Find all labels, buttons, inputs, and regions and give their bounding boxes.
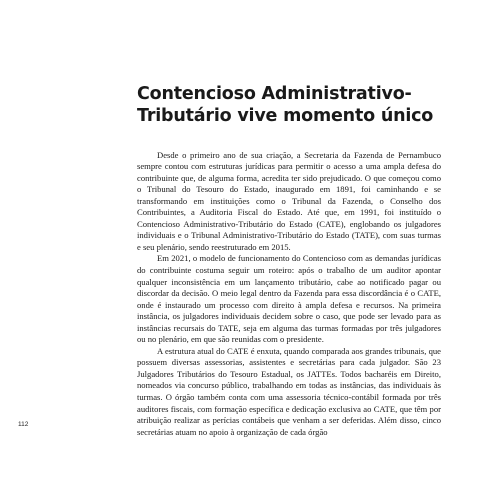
page-number: 112 [18,421,29,428]
article-title: Contencioso Administrativo-Tributário vive momento único [137,84,434,126]
article-body [137,150,441,439]
body-paragraph: Em 2021, o modelo de funcionamento do Contencioso com as demandas jurídicas do contribuinte costuma seguir um roteiro: após o trabalho de um auditor apontar qualquer inconsistência em um lançamento tributário, cabe ao notificado pagar ou discordar da decisão. O meio legal dentro da Fazenda para essa discordância é o CATE, onde é instaurado um processo com direito à ampla defesa e recursos. Na primeira instância, os julgadores individuais decidem sobre o caso, que pode ser levado para as instâncias recursais do TATE, seja em alguma das turmas formadas por três julgadores ou no plenário, em que são reunidas com o presidente. [137,253,441,345]
body-paragraph: Desde o primeiro ano de sua criação, a Secretaria da Fazenda de Pernambuco sempre contou com estruturas jurídicas para permitir o acesso a uma ampla defesa do contribuinte que, de alguma forma, acredita ter sido prejudicado. O que começou como o Tribunal do Tesouro do Estado, inaugurado em 1891, foi caminhando e se transformando em instituições como o Tribunal da Fazenda, o Conselho dos Contribuintes, a Auditoria Fiscal do Estado. Até que, em 1991, foi instituído o Contencioso Administrativo-Tributário do Estado (CATE), englobando os julgadores individuais e o Tribunal Administrativo-Tributário do Estado (TATE), com suas turmas e seu plenário, sendo reestruturado em 2015. [137,149,441,252]
body-paragraph: A estrutura atual do CATE é enxuta, quando comparada aos grandes tribunais, que possuem diversas assessorias, assistentes e secretárias para cada julgador. São 23 Julgadores Tributários do Tesouro Estadual, os JATTEs. Todos bacharéis em Direito, nomeados via concurso público, trabalhando em todas as instâncias, das individuais às turmas. O órgão também conta com uma assessoria técnico-contábil formada por três auditores fiscais, com formação específica e dedicação exclusiva ao CATE, que têm por atribuição realizar as perícias contábeis que venham a ser deferidas. Além disso, cinco secretárias atuam no apoio à organização de cada órgão [137,345,441,437]
